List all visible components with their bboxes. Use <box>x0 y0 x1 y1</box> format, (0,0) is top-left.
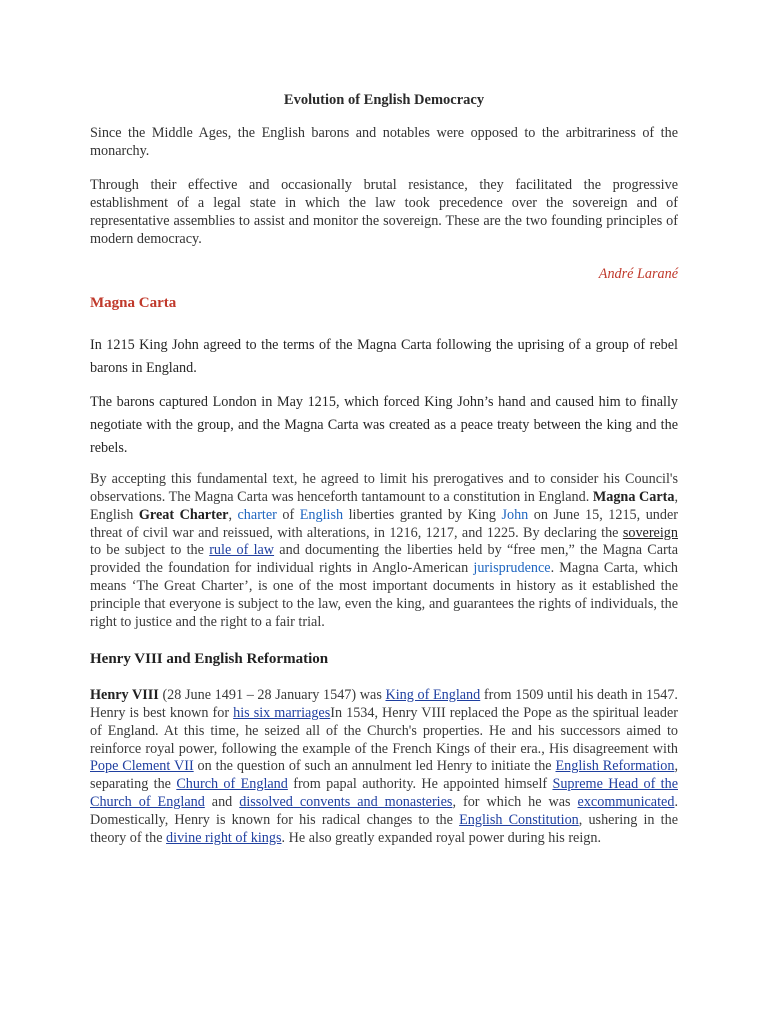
text-span: from papal authority. He appointed himself <box>287 776 553 793</box>
link-rule-of-law[interactable]: rule of law <box>209 542 275 559</box>
text-span: to be subject to the <box>90 542 210 559</box>
link-john[interactable]: John <box>501 506 529 523</box>
bold-term: Great Charter <box>138 506 229 523</box>
text-span: . Domestically, Henry is known for his radical changes to the <box>90 793 678 828</box>
magna-carta-heading: Magna Carta <box>90 295 177 312</box>
text-span: , <box>228 506 238 523</box>
bold-term: Magna Carta <box>592 488 675 505</box>
text-span: By accepting this fundamental text, he agreed to limit his prerogatives and to consider his Council's observations. The Magna Carta was henceforth tantamount to a constitution in England. <box>90 471 678 505</box>
text-span: liberties granted by King <box>343 506 502 523</box>
link-king-of-england[interactable]: King of England <box>385 687 481 704</box>
text-span: , English <box>90 488 678 523</box>
link-supreme-head[interactable]: Supreme Head of the Church of England <box>90 776 678 810</box>
link-pope-clement[interactable]: Pope Clement VII <box>90 758 194 775</box>
text-span: , separating the <box>90 758 678 793</box>
link-six-marriages[interactable]: his six marriages <box>233 704 331 721</box>
link-divine-right[interactable]: divine right of kings <box>166 829 282 846</box>
link-english-reformation[interactable]: English Reformation <box>555 758 675 775</box>
text-span: . He also greatly expanded royal power during his reign. <box>281 829 602 846</box>
link-sovereign[interactable]: sovereign <box>622 524 678 541</box>
text-span: , for which he was <box>452 793 578 810</box>
text-span: (28 June 1491 – 28 January 1547) was <box>158 687 386 704</box>
text-span: , ushering in the theory of the <box>90 811 678 846</box>
text-span: on the question of such an annulment led Henry to initiate the <box>193 758 556 775</box>
link-dissolved-convents[interactable]: dissolved convents and monasteries <box>239 793 453 810</box>
link-english-constitution[interactable]: English Constitution <box>459 811 579 828</box>
document-body <box>90 92 678 847</box>
link-charter[interactable]: charter <box>237 506 277 523</box>
magna-paragraph-2: The barons captured London in May 1215, which forced King John’s hand and caused him to finally negotiate with the group, and the Magna Carta was created as a peace treaty between the king and the rebels. <box>90 394 678 457</box>
text-span: of <box>276 506 300 523</box>
link-english[interactable]: English <box>299 506 344 523</box>
intro-paragraph-2: Through their effective and occasionally brutal resistance, they facilitated the progressive establishment of a legal state in which the law took precedence over the sovereign and of representative assemblies to assist and monitor the sovereign. These are the two founding principles of modern democracy. <box>90 177 678 247</box>
text-span: . Magna Carta, which means ‘The Great Charter’, is one of the most important documents in history as it established the principle that everyone is subject to the law, even the king, and guarantees the rights of individuals, the right to justice and the right to a fair trial. <box>90 560 678 630</box>
link-jurisprudence[interactable]: jurisprudence <box>473 560 551 577</box>
document-title: Evolution of English Democracy <box>283 92 485 108</box>
text-span: In 1534, Henry VIII replaced the Pope as the spiritual leader of England. At this time, he seized all of the Church's properties. He and his successors aimed to reinforce royal power, following the example of the French Kings of their era., His disagreement with <box>90 704 679 757</box>
link-church-of-england[interactable]: Church of England <box>176 776 288 793</box>
link-excommunicated[interactable]: excommunicated <box>577 793 675 810</box>
magna-paragraph-1: In 1215 King John agreed to the terms of the Magna Carta following the uprising of a group of rebel barons in England. <box>90 337 678 377</box>
text-span: and documenting the liberties held by “free men,” the Magna Carta provided the foundation for individual rights in Anglo-American <box>90 542 678 577</box>
bold-term: Henry VIII <box>90 687 159 704</box>
text-span: from 1509 until his death in 1547. Henry is best known for <box>90 687 678 721</box>
text-span: and <box>204 793 240 810</box>
henry-heading: Henry VIII and English Reformation <box>90 651 329 668</box>
intro-paragraph-1: Since the Middle Ages, the English barons and notables were opposed to the arbitrariness of the monarchy. <box>90 124 678 159</box>
text-span: on June 15, 1215, under threat of civil war and reissued, with alterations, in 1216, 1217, and 1225. By declaring the <box>90 506 678 541</box>
magna-paragraph-3 <box>90 471 678 631</box>
author-name: André Larané <box>598 265 678 282</box>
henry-paragraph <box>90 687 678 847</box>
